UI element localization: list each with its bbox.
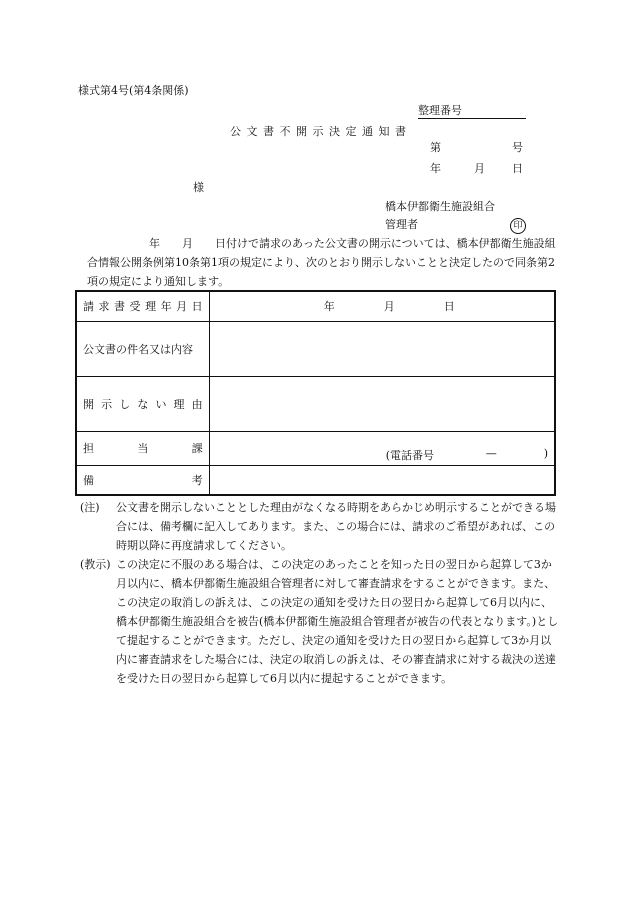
number-suffix: 号	[512, 141, 523, 154]
number-prefix: 第	[430, 141, 441, 154]
table-row-department	[76, 431, 555, 465]
phone-close: )	[543, 446, 548, 460]
label-document-subject: 公文書の件名又は内容	[76, 321, 209, 376]
note-caution: (注) 公文書を開示しないこととした理由がなくなる時期をあらかじめ明示することができる場合には、備考欄に記入してあります。また、この場合には、請求のご希望があれば、この時期以降に再度請求してください。	[80, 501, 556, 552]
note-instruction: (教示) この決定に不服のある場合は、この決定のあったことを知った日の翌日から起算して3か月以内に、橋本伊都衛生施設組合管理者に対して審査請求をすることができます。また、この決定の取消しの訴えは、この決定の通知を受けた日の翌日から起算して6月以内に、橋本伊都衛生施設組合を被告(橋本伊都衛生施設組合管理者が被告の代表となります。)として提起することができます。ただし、決定の通知を受けた日の翌日から起算して3か月以内に審査請求をした場合には、決定の取消しの訴えは、その審査請求に対する裁決の送達を受けた日の翌日から起算して6月以内に提起することができます。	[80, 558, 559, 685]
body-text: 年 月 日付けで請求のあった公文書の開示については、橋本伊都衛生施設組合情報公開条例第10条第1項の規定により、次のとおり開示しないことと決定したので同条第2項の規定により通知します。	[87, 237, 556, 288]
label-remarks: 備 考	[76, 465, 209, 495]
table-row-receipt-date	[76, 291, 555, 321]
issuer-title: 管理者	[385, 218, 418, 231]
document-title: 公 文 書 不 開 示 決 定 通 知 書	[230, 125, 407, 138]
notes-section	[80, 498, 560, 688]
issuer-organization: 橋本伊都衛生施設組合	[385, 200, 495, 213]
value-document-subject[interactable]	[209, 321, 555, 376]
seal-mark: 印	[510, 218, 526, 234]
date-year: 年	[430, 162, 441, 175]
value-department[interactable]	[209, 431, 555, 465]
value-reason[interactable]	[209, 376, 555, 431]
table-row-reason	[76, 376, 555, 431]
label-reason: 開 示 し な い 理 由	[76, 376, 209, 431]
addressee-suffix: 様	[193, 181, 204, 194]
value-receipt-date[interactable]: 年 月 日	[209, 291, 555, 321]
form-number: 様式第4号(第4条関係)	[78, 84, 189, 97]
date-month: 月	[474, 162, 485, 175]
label-department: 担 当 課	[76, 431, 209, 465]
phone-dash: —	[485, 446, 497, 460]
details-table	[75, 290, 556, 496]
phone-label: (電話番号	[385, 448, 434, 462]
label-receipt-date: 請 求 書 受 理 年 月 日	[76, 291, 209, 321]
table-row-remarks	[76, 465, 555, 495]
value-remarks[interactable]	[209, 465, 555, 495]
reference-number-label: 整理番号	[418, 104, 526, 119]
date-day: 日	[512, 162, 523, 175]
table-row-document-subject	[76, 321, 555, 376]
